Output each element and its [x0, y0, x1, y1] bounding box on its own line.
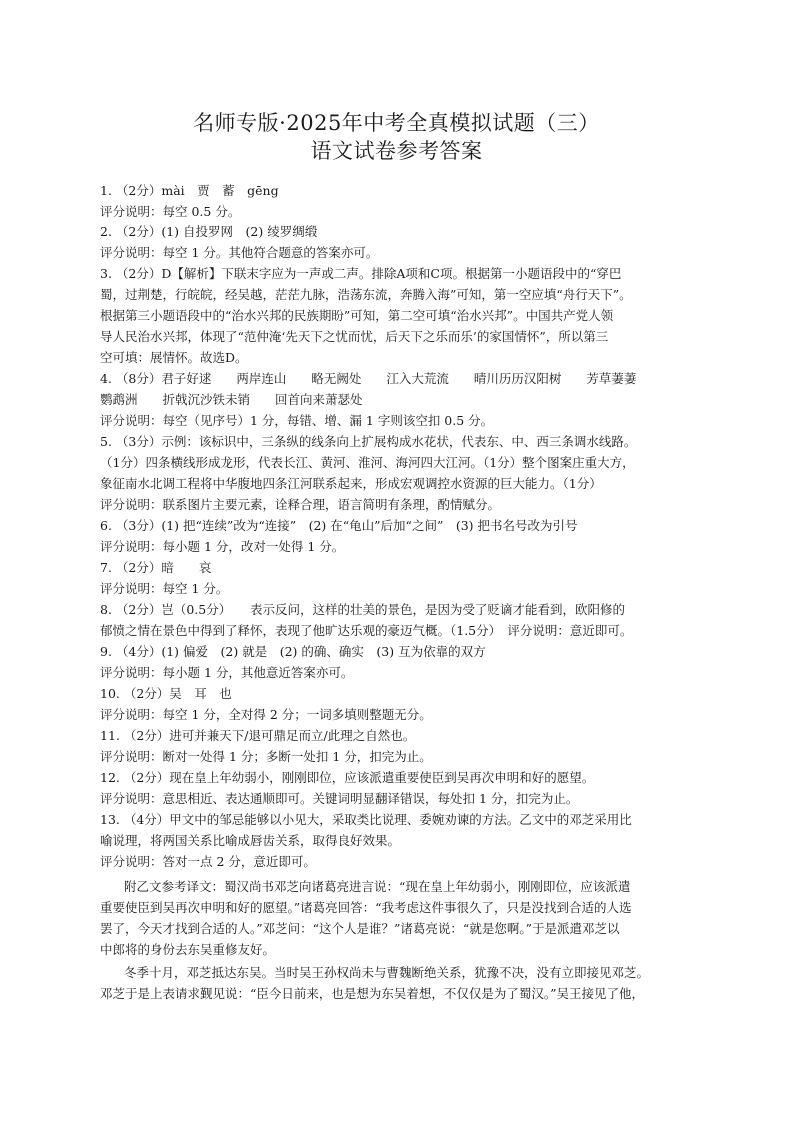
- answer-line: （1分）四条横线形成龙形，代表长江、黄河、淮河、海河四大江河。（1分）整个图案庄重大方，: [100, 455, 635, 470]
- scoring-note: 评分说明：意思相近、表达通顺即可。关键词明显翻译错误，每处扣 1 分，扣完为止。: [100, 791, 579, 806]
- answer-line: 郁愤之情在景色中得到了释怀，表现了他旷达乐观的豪迈气概。（1.5分） 评分说明：意近即可。: [100, 623, 633, 638]
- answer-line: 喻说理，将两国关系比喻成唇齿关系，取得良好效果。: [100, 833, 401, 848]
- answer-line: 4. （8分）君子好逑 两岸连山 略无阙处 江入大荒流 晴川历历汉阳树 芳草萋萋: [100, 371, 637, 386]
- scoring-note: 评分说明：每小题 1 分，改对一处得 1 分。: [100, 539, 345, 554]
- answer-line: 12. （2分）现在皇上年幼弱小，刚刚即位，应该派遣重要使臣到吴再次申明和好的愿望。: [100, 770, 595, 785]
- scoring-note: 评分说明：每小题 1 分，其他意近答案亦可。: [100, 665, 354, 680]
- answer-line: 10. （2分）吴 耳 也: [100, 686, 232, 701]
- scoring-note: 评分说明：每空 0.5 分。: [100, 204, 241, 219]
- answer-line: 根据第三小题语段中的“治水兴邦的民族期盼”可知，第二空可填“治水兴邦”。中国共产党人领: [100, 308, 614, 323]
- answer-line: 8. （2分）岂（0.5分） 表示反问，这样的壮美的景色，是因为受了贬谪才能看到，欧阳修的: [100, 602, 625, 617]
- answer-line: 13. （4分）甲文中的邹忌能够以小见大，采取类比说理、委婉劝谏的方法。乙文中的邓芝采用比: [100, 812, 632, 827]
- translation-paragraph: 冬季十月，邓芝抵达东吴。当时吴王孙权尚未与曹魏断绝关系，犹豫不决，没有立即接见邓芝。: [124, 965, 650, 980]
- answer-line: 9. （4分）(1) 偏爱 (2) 就是 (2) 的确、确实 (3) 互为依靠的双方: [100, 644, 486, 659]
- answer-line: 1. （2分）mài 贾 蓄 gēng: [100, 183, 279, 198]
- document-title: 名师专版·2025年中考全真模拟试题（三）: [193, 111, 600, 135]
- translation-line: 中郎将的身份去东吴重修友好。: [100, 942, 276, 957]
- answer-line: 7. （2分）暗 哀: [100, 560, 212, 575]
- answer-line: 2. （2分）(1) 自投罗网 (2) 绫罗绸缎: [100, 224, 318, 239]
- document-subtitle: 语文试卷参考答案: [310, 139, 483, 163]
- scoring-note: 评分说明：每空（见序号）1 分，每错、增、漏 1 字则该空扣 0.5 分。: [100, 413, 494, 428]
- translation-line: 罢了，今天才找到合适的人。”邓芝问：“这个人是谁？”诸葛亮说：“就是您啊。”于是派遣邓芝以: [100, 921, 620, 936]
- scoring-note: 评分说明：每空 1 分。其他符合题意的答案亦可。: [100, 245, 379, 260]
- answer-line: 鹦鹉洲 折戟沉沙铁未销 回首向来萧瑟处: [100, 392, 363, 407]
- translation-line: 邓芝于是上表请求觐见说：“臣今日前来，也是想为东吴着想，不仅仅是为了蜀汉。”吴王接见了他，: [100, 986, 645, 1001]
- scoring-note: 评分说明：每空 1 分，全对得 2 分；一词多填则整题无分。: [100, 707, 432, 722]
- answer-line: 3. （2分）D【解析】下联末字应为一声或二声。排除A项和C项。根据第一小题语段中的“穿巴: [100, 266, 622, 281]
- answer-line: 蜀，过荆楚，行皖皖，经吴越，茫茫九脉，浩荡东流，奔腾入海”可知，第一空应填“舟行天下”。: [100, 287, 632, 302]
- answer-line: 空可填：展情怀。故选D。: [100, 350, 248, 365]
- answer-line: 5. （3分）示例：该标识中，三条纵的线条向上扩展构成水花状，代表东、中、西三条调水线路。: [100, 434, 637, 449]
- translation-paragraph: 附乙文参考译文：蜀汉尚书邓芝向诸葛亮进言说：“现在皇上年幼弱小，刚刚即位，应该派遣: [124, 879, 631, 894]
- answer-line: 象征南水北调工程将中华腹地四条江河联系起来，形成宏观调控水资源的巨大能力。（1分）: [100, 476, 602, 491]
- answer-line: 11. （2分）进可并兼天下/退可鼎足而立/此理之自然也。: [100, 728, 416, 743]
- scoring-note: 评分说明：答对一点 2 分，意近即可。: [100, 854, 316, 869]
- answer-line: 导人民治水兴邦，体现了“范仲淹‘先天下之忧而忧，后天下之乐而乐’的家国情怀”，所以第三: [100, 329, 609, 344]
- scoring-note: 评分说明：每空 1 分。: [100, 581, 229, 596]
- scoring-note: 评分说明：断对一处得 1 分；多断一处扣 1 分，扣完为止。: [100, 749, 432, 764]
- answer-line: 6. （3分）(1) 把“连续”改为“连接” (2) 在“龟山”后加“之间” (3) 把书名号改为引号: [100, 518, 578, 533]
- scoring-note: 评分说明：联系图片主要元素，诠释合理，语言简明有条理，酌情赋分。: [100, 497, 501, 512]
- translation-line: 重要使臣到吴再次申明和好的愿望。”诸葛亮回答：“我考虑这件事很久了，只是没找到合适的人选: [100, 900, 632, 915]
